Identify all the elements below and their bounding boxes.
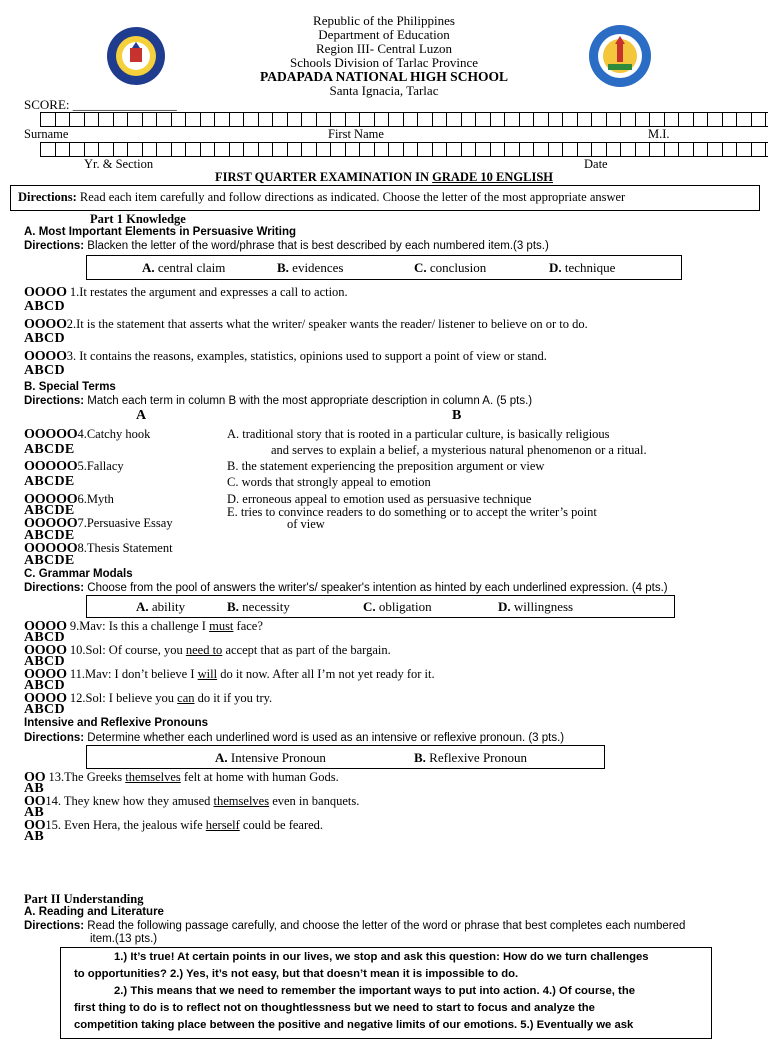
choice-letter: D. — [549, 260, 562, 275]
letter-box[interactable] — [316, 112, 332, 127]
letter-box[interactable] — [171, 112, 187, 127]
underlined-word: must — [209, 619, 234, 633]
choice-a-ability — [136, 599, 185, 614]
underlined-word: can — [177, 691, 195, 705]
passage-line-4: first thing to do is to reflect not on thoughtlessness but we need to start to focus and analyze the — [74, 1002, 595, 1014]
underlined-word: herself — [205, 818, 240, 832]
letter-box[interactable] — [562, 112, 578, 127]
letter-box[interactable] — [446, 112, 462, 127]
section-b-directions-text: Match each term in column B with the most appropriate description in column A. (5 pts.) — [84, 395, 533, 407]
letter-box[interactable] — [519, 142, 535, 157]
letter-box[interactable] — [548, 112, 564, 127]
letter-box[interactable] — [591, 112, 607, 127]
question-4 — [24, 427, 150, 442]
letter-box[interactable] — [693, 112, 709, 127]
letter-box[interactable] — [214, 112, 230, 127]
letter-box[interactable] — [649, 112, 665, 127]
letter-box[interactable] — [330, 112, 346, 127]
letter-box[interactable] — [345, 142, 361, 157]
section-c-directions-text: Choose from the pool of answers the writer's/ speaker's intention as hinted by each underlined expression. (4 pts.) — [84, 582, 668, 594]
section-a-directions-label: Directions: — [24, 240, 85, 252]
letter-box[interactable] — [664, 142, 680, 157]
letter-box[interactable] — [229, 142, 245, 157]
question-15 — [24, 818, 323, 833]
underlined-word: themselves — [125, 770, 181, 784]
name-boxes[interactable] — [40, 112, 768, 127]
exam-title-prefix: FIRST QUARTER EXAMINATION IN — [214, 170, 433, 184]
choice-letter: A. — [215, 750, 228, 765]
answer-bubbles[interactable]: OOOO — [24, 285, 67, 300]
letter-box[interactable] — [461, 142, 477, 157]
question-1 — [24, 285, 348, 300]
choice-b-evidences — [277, 260, 343, 275]
choice-text: technique — [561, 260, 616, 275]
letter-box[interactable] — [142, 142, 158, 157]
choice-letter: C. — [363, 599, 376, 614]
letter-box[interactable] — [200, 112, 216, 127]
mi-label: M.I. — [648, 127, 670, 141]
choice-text: Reflexive Pronoun — [425, 750, 528, 765]
letter-box[interactable] — [113, 142, 129, 157]
section-a-directions-text: Blacken the letter of the word/phrase that is best described by each numbered item.(3 pts.) — [84, 240, 549, 252]
letter-box[interactable] — [84, 142, 100, 157]
letter-box[interactable] — [751, 112, 767, 127]
part1-title: Part 1 Knowledge — [90, 212, 186, 226]
answer-letters: ABCD — [24, 331, 65, 346]
letter-box[interactable] — [620, 142, 636, 157]
letter-box[interactable] — [606, 142, 622, 157]
question-text: 1.It restates the argument and expresses a call to action. — [66, 285, 348, 299]
letter-box[interactable] — [736, 142, 752, 157]
question-text-end: could be feared. — [239, 818, 324, 832]
answer-bubbles[interactable]: OOOO — [24, 317, 67, 332]
letter-box[interactable] — [577, 112, 593, 127]
letter-box[interactable] — [287, 112, 303, 127]
reading-directions-cont: item.(13 pts.) — [90, 933, 158, 945]
description-e-line2: of view — [287, 517, 325, 531]
answer-letters: ABCDE — [24, 553, 75, 568]
question-14 — [24, 794, 359, 809]
choice-a-intensive-pronoun — [215, 750, 326, 765]
letter-box[interactable] — [446, 142, 462, 157]
letter-box[interactable] — [722, 142, 738, 157]
letter-box[interactable] — [359, 142, 375, 157]
choice-letter: B. — [277, 260, 289, 275]
letter-box[interactable] — [635, 112, 651, 127]
letter-box[interactable] — [403, 112, 419, 127]
letter-box[interactable] — [185, 112, 201, 127]
choice-text: central claim — [154, 260, 226, 275]
header-school-name: PADAPADA NATIONAL HIGH SCHOOL — [260, 69, 508, 84]
answer-bubbles[interactable]: OOOO — [24, 643, 67, 658]
letter-box[interactable] — [301, 142, 317, 157]
column-a-header: A — [136, 408, 147, 423]
letter-box[interactable] — [258, 142, 274, 157]
question-text: 3. It contains the reasons, examples, statistics, opinions used to support a point of view or stand. — [66, 349, 547, 363]
choice-c-conclusion — [414, 260, 486, 275]
choice-text: conclusion — [426, 260, 487, 275]
letter-box[interactable] — [751, 142, 767, 157]
section-a-directions — [24, 240, 549, 253]
letter-box[interactable] — [127, 142, 143, 157]
letter-box[interactable] — [84, 112, 100, 127]
answer-letters: AB — [24, 829, 45, 844]
letter-box[interactable] — [171, 142, 187, 157]
question-11 — [24, 667, 435, 682]
choice-letter: B. — [227, 599, 239, 614]
letter-box[interactable] — [403, 142, 419, 157]
choice-text: obligation — [375, 599, 432, 614]
question-text: 4.Catchy hook — [77, 427, 151, 441]
answer-letters: ABCD — [24, 299, 65, 314]
letter-box[interactable] — [417, 112, 433, 127]
question-text: 7.Persuasive Essay — [77, 516, 173, 530]
question-text: 6.Myth — [77, 492, 114, 506]
header-division: Schools Division of Tarlac Province — [289, 55, 479, 70]
reading-section-title: A. Reading and Literature — [24, 906, 164, 918]
letter-box[interactable] — [272, 112, 288, 127]
question-text: 11.Mav: I don’t believe I — [66, 667, 198, 681]
choice-text: willingness — [510, 599, 574, 614]
question-3 — [24, 349, 547, 364]
letter-box[interactable] — [678, 142, 694, 157]
letter-box[interactable] — [388, 142, 404, 157]
section-a-choices-box — [86, 255, 682, 280]
letter-box[interactable] — [374, 112, 390, 127]
part2-title: Part II Understanding — [24, 892, 144, 906]
section-c-title: C. Grammar Modals — [24, 568, 133, 580]
letter-box[interactable] — [693, 142, 709, 157]
surname-label: Surname — [24, 127, 69, 141]
letter-box[interactable] — [287, 142, 303, 157]
letter-box[interactable] — [533, 112, 549, 127]
question-text-end: accept that as part of the bargain. — [222, 643, 391, 657]
letter-box[interactable] — [432, 142, 448, 157]
section-c-directions-label: Directions: — [24, 582, 85, 594]
question-5 — [24, 459, 124, 474]
answer-letters: ABCDE — [24, 442, 75, 457]
letter-box[interactable] — [519, 112, 535, 127]
section-c-choices-box — [86, 595, 675, 618]
answer-letters: ABCDE — [24, 528, 75, 543]
letter-box[interactable] — [417, 142, 433, 157]
letter-box[interactable] — [69, 112, 85, 127]
letter-box[interactable] — [156, 112, 172, 127]
underlined-word: will — [197, 667, 218, 681]
answer-bubbles[interactable]: OO — [24, 770, 46, 785]
answer-bubbles[interactable]: OOOO — [24, 349, 67, 364]
letter-box[interactable] — [272, 142, 288, 157]
answer-letters: AB — [24, 805, 45, 820]
yr-section-label: Yr. & Section — [84, 157, 154, 171]
choice-b-necessity — [227, 599, 290, 614]
header-school-location: Santa Ignacia, Tarlac — [329, 83, 439, 98]
header-department: Department of Education — [318, 27, 450, 42]
general-directions-text: Read each item carefully and follow directions as indicated. Choose the letter of the most appropriate answer — [76, 190, 626, 204]
letter-box[interactable] — [562, 142, 578, 157]
letter-box[interactable] — [664, 112, 680, 127]
description-d: D. erroneous appeal to emotion used as persuasive technique — [227, 492, 532, 506]
underlined-word: themselves — [213, 794, 270, 808]
letter-box[interactable] — [40, 142, 56, 157]
question-text-end: felt at home with human Gods. — [180, 770, 339, 784]
pronouns-directions-text: Determine whether each underlined word is used as an intensive or reflexive pronoun. (3 pts.) — [84, 732, 565, 744]
pronouns-section-title: Intensive and Reflexive Pronouns — [24, 717, 209, 729]
section-date-boxes[interactable] — [40, 142, 768, 157]
letter-box[interactable] — [620, 112, 636, 127]
answer-bubbles[interactable]: OO — [24, 794, 46, 809]
first-name-label: First Name — [328, 127, 384, 141]
answer-bubbles[interactable]: OOOOO — [24, 459, 78, 474]
general-directions-box — [10, 185, 760, 211]
pronouns-choices-box — [86, 745, 605, 769]
question-text-end: do it now. After all I’m not yet ready for it. — [217, 667, 435, 681]
general-directions-label: Directions: — [18, 190, 77, 204]
answer-letters: ABCD — [24, 630, 65, 645]
passage-line-1: 1.) It’s true! At certain points in our lives, we stop and ask this question: How do we turn challenges — [114, 951, 649, 963]
letter-box[interactable] — [388, 112, 404, 127]
letter-box[interactable] — [345, 112, 361, 127]
section-c-directions — [24, 582, 668, 595]
choice-text: necessity — [238, 599, 290, 614]
description-a-line2: and serves to explain a belief, a mysterious natural phenomenon or a ritual. — [271, 443, 647, 457]
question-text-end: face? — [233, 619, 263, 633]
answer-letters: ABCDE — [24, 474, 75, 489]
letter-box[interactable] — [475, 142, 491, 157]
answer-bubbles[interactable]: OOOOO — [24, 541, 78, 556]
letter-box[interactable] — [243, 112, 259, 127]
choice-d-technique — [549, 260, 615, 275]
header-region: Region III- Central Luzon — [315, 41, 453, 56]
choice-b-reflexive-pronoun — [414, 750, 527, 765]
pronouns-directions-label: Directions: — [24, 732, 85, 744]
question-text: 12.Sol: I believe you — [66, 691, 178, 705]
question-10 — [24, 643, 391, 658]
passage-line-2: to opportunities? 2.) Yes, it’s not easy, but that doesn’t mean it is impossible to do. — [74, 968, 519, 980]
description-b: B. the statement experiencing the preposition argument or view — [227, 459, 545, 473]
question-text: 9.Mav: Is this a challenge I — [66, 619, 210, 633]
reading-directions — [24, 920, 685, 933]
answer-bubbles[interactable]: OOOOO — [24, 516, 78, 531]
answer-bubbles[interactable]: OOOO — [24, 667, 67, 682]
letter-box[interactable] — [98, 142, 114, 157]
choice-letter: D. — [498, 599, 511, 614]
answer-bubbles[interactable]: OOOO — [24, 619, 67, 634]
choice-a-central-claim — [142, 260, 225, 275]
letter-box[interactable] — [142, 112, 158, 127]
choice-letter: A. — [142, 260, 155, 275]
letter-box[interactable] — [374, 142, 390, 157]
letter-box[interactable] — [678, 112, 694, 127]
question-text: 2.It is the statement that asserts what the writer/ speaker wants the reader/ listener to believe on or to do. — [66, 317, 588, 331]
question-text: 15. Even Hera, the jealous wife — [45, 818, 206, 832]
answer-letters: ABCD — [24, 702, 65, 717]
choice-text: ability — [148, 599, 186, 614]
letter-box[interactable] — [490, 142, 506, 157]
section-b-title: B. Special Terms — [24, 381, 116, 393]
letter-box[interactable] — [432, 112, 448, 127]
answer-bubbles[interactable]: OO — [24, 818, 46, 833]
letter-box[interactable] — [461, 112, 477, 127]
letter-box[interactable] — [722, 112, 738, 127]
choice-c-obligation — [363, 599, 432, 614]
question-text: 5.Fallacy — [77, 459, 124, 473]
letter-box[interactable] — [55, 142, 71, 157]
letter-box[interactable] — [533, 142, 549, 157]
letter-box[interactable] — [504, 142, 520, 157]
answer-letters: ABCD — [24, 654, 65, 669]
letter-box[interactable] — [736, 112, 752, 127]
choice-letter: B. — [414, 750, 426, 765]
section-a-title: A. Most Important Elements in Persuasive Writing — [24, 226, 297, 238]
letter-box[interactable] — [229, 112, 245, 127]
description-e-line1: E. tries to convince readers to do something or to accept the writer’s point — [227, 505, 597, 519]
choice-d-willingness — [498, 599, 573, 614]
choice-text: evidences — [288, 260, 344, 275]
letter-box[interactable] — [55, 112, 71, 127]
letter-box[interactable] — [490, 112, 506, 127]
score-field[interactable]: SCORE: ________________ — [24, 97, 177, 112]
question-text-end: even in banquets. — [269, 794, 360, 808]
letter-box[interactable] — [98, 112, 114, 127]
letter-box[interactable] — [330, 142, 346, 157]
letter-box[interactable] — [649, 142, 665, 157]
answer-letters: ABCD — [24, 678, 65, 693]
letter-box[interactable] — [504, 112, 520, 127]
letter-box[interactable] — [40, 112, 56, 127]
letter-box[interactable] — [635, 142, 651, 157]
answer-bubbles[interactable]: OOOOO — [24, 492, 78, 507]
reading-passage-box — [60, 947, 712, 1039]
reading-directions-label: Directions: — [24, 920, 85, 932]
letter-box[interactable] — [707, 142, 723, 157]
letter-box[interactable] — [214, 142, 230, 157]
date-label: Date — [584, 157, 608, 171]
letter-box[interactable] — [316, 142, 332, 157]
answer-letters: AB — [24, 781, 45, 796]
letter-box[interactable] — [185, 142, 201, 157]
letter-box[interactable] — [200, 142, 216, 157]
letter-box[interactable] — [301, 112, 317, 127]
answer-letters: ABCDE — [24, 503, 75, 518]
description-c: C. words that strongly appeal to emotion — [227, 475, 431, 489]
letter-box[interactable] — [577, 142, 593, 157]
pronouns-directions — [24, 732, 564, 745]
answer-bubbles[interactable]: OOOO — [24, 691, 67, 706]
letter-box[interactable] — [258, 112, 274, 127]
passage-line-3: 2.) This means that we need to remember the important ways to put into action. 4.) Of course, the — [114, 985, 635, 997]
letter-box[interactable] — [69, 142, 85, 157]
question-text: 10.Sol: Of course, you — [66, 643, 186, 657]
passage-line-5: competition taking place between the positive and negative limits of our emotions. 5.) Eventually we ask — [74, 1019, 634, 1031]
column-b-header: B — [452, 408, 462, 423]
letter-box[interactable] — [591, 142, 607, 157]
section-b-directions — [24, 395, 532, 408]
answer-letters: ABCD — [24, 363, 65, 378]
letter-box[interactable] — [707, 112, 723, 127]
letter-box[interactable] — [475, 112, 491, 127]
question-13 — [24, 770, 339, 785]
description-a-line1: A. traditional story that is rooted in a particular culture, is basically religious — [227, 427, 610, 441]
letter-box[interactable] — [113, 112, 129, 127]
choice-letter: C. — [414, 260, 427, 275]
letter-box[interactable] — [548, 142, 564, 157]
question-text: 8.Thesis Statement — [77, 541, 173, 555]
header-republic: Republic of the Philippines — [313, 13, 455, 28]
reading-directions-text: Read the following passage carefully, and choose the letter of the word or phrase that best completes each numbered — [84, 920, 686, 932]
general-directions — [18, 190, 625, 205]
question-text-end: do it if you try. — [194, 691, 273, 705]
section-b-directions-label: Directions: — [24, 395, 85, 407]
letter-box[interactable] — [359, 112, 375, 127]
letter-box[interactable] — [156, 142, 172, 157]
question-2 — [24, 317, 588, 332]
exam-title — [0, 170, 768, 185]
choice-letter: A. — [136, 599, 149, 614]
question-text: 13.The Greeks — [45, 770, 126, 784]
letter-box[interactable] — [243, 142, 259, 157]
exam-title-subject: GRADE 10 ENGLISH — [432, 170, 554, 184]
question-text: 14. They knew how they amused — [45, 794, 214, 808]
answer-bubbles[interactable]: OOOOO — [24, 427, 78, 442]
letter-box[interactable] — [127, 112, 143, 127]
letter-box[interactable] — [606, 112, 622, 127]
underlined-word: need to — [185, 643, 223, 657]
choice-text: Intensive Pronoun — [227, 750, 326, 765]
